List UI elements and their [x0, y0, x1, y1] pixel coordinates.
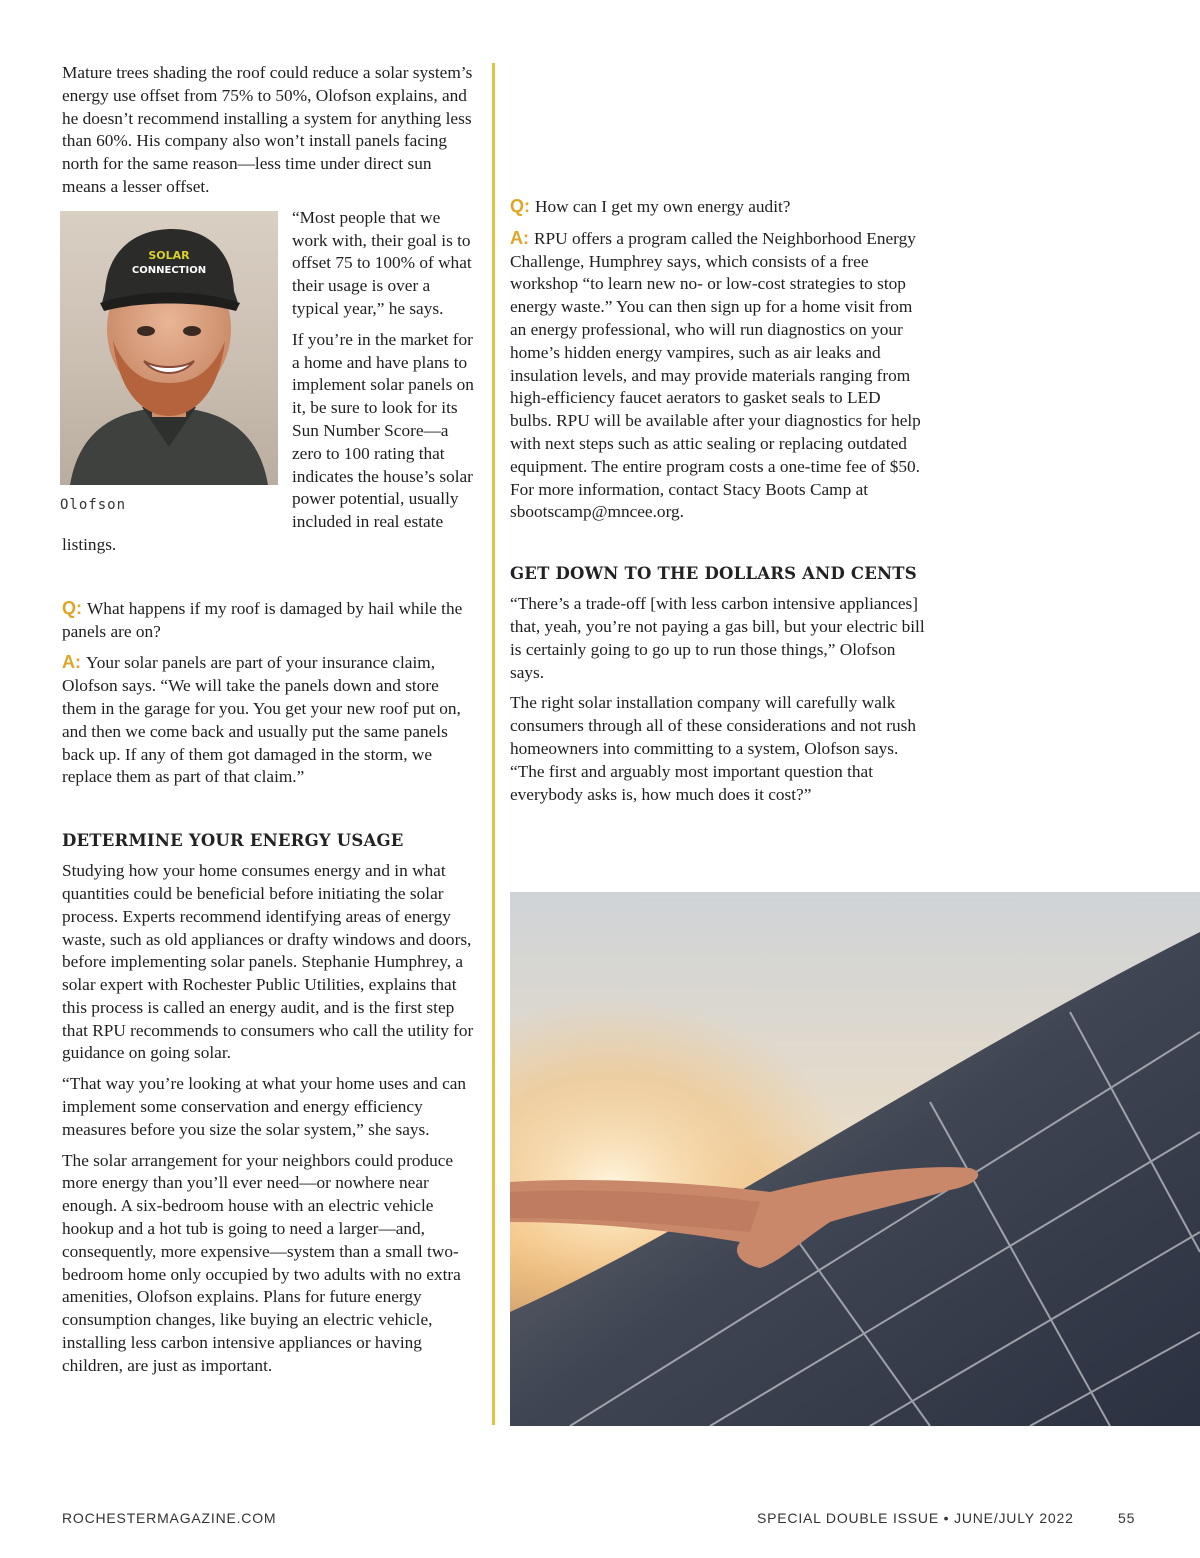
question-marker: Q: [510, 196, 530, 216]
hat-logo-text-top: SOLAR [148, 248, 190, 262]
paragraph-studying-energy: Studying how your home consumes energy and in what quantities could be beneficial before initiating the solar process. Experts recommend identifying areas of energy waste, such as old appliances or drafty windows and doors, before implementing solar panels. Stephanie Humphrey, a solar expert with Rochester Public Utilities, explains that this process is called an energy audit, and is the first step that RPU recommends to consumers who call the utility for guidance on going solar. [62, 861, 474, 1063]
left-column [62, 62, 477, 1386]
photo-caption: Olofson [60, 496, 127, 513]
question-audit [510, 195, 925, 219]
question-hail [62, 597, 477, 644]
page-number: 55 [1118, 1510, 1136, 1526]
hat-logo-text: CONNECTION [131, 264, 207, 276]
answer-audit-text: RPU offers a program called the Neighborhood Energy Challenge, Humphrey says, which consists of a free workshop “to learn new no- or low-cost strategies to stop energy waste.” You can then sign up for a home visit from an energy professional, who will run diagnostics on your home’s hidden energy vampires, such as air leaks and insulation levels, and may provide materials ranging from high-efficiency faucet aerators to gasket seals to LED bulbs. RPU will be available after your diagnostics for help with next steps such as attic sealing or replacing outdated equipment. The entire program costs a one-time fee of $50. For more information, contact Stacy Boots Camp at sbootscamp@mncee.org. [510, 228, 921, 522]
question-marker: Q: [62, 597, 82, 618]
answer-marker: A: [510, 227, 529, 248]
answer-marker: A: [62, 652, 81, 673]
answer-hail-text: Your solar panels are part of your insurance claim, Olofson says. “We will take the panels down and store them in the garage for you. You get your new roof put on, and then we come back and usually put the same panels back up. If any of them got damaged in the storm, we replace them as part of that claim.” [62, 653, 461, 787]
column-divider [492, 63, 495, 1425]
heading-dollars-cents: GET DOWN TO THE DOLLARS AND CENTS [510, 564, 917, 584]
paragraph-humphrey-quote: “That way you’re looking at what your home uses and can implement some conservation and energy efficiency measures before you size the solar system,” she says. [62, 1074, 467, 1139]
question-audit-text: How can I get my own energy audit? [535, 197, 791, 216]
olofson-photo-block [60, 211, 278, 513]
right-column [510, 195, 925, 814]
answer-hail [62, 651, 477, 789]
paragraph-tree-shading: Mature trees shading the roof could reduce a solar system’s energy use offset from 75% to 50%, Olofson explains, and he doesn’t recommend installing a system for anything less than 60%. His company also won’t install panels facing north for the same reason—less time under direct sun means a lesser offset. [62, 63, 473, 196]
question-hail-text: What happens if my roof is damaged by hail while the panels are on? [62, 598, 463, 641]
olofson-photo [60, 211, 278, 485]
answer-audit [510, 227, 925, 524]
footer-issue: SPECIAL DOUBLE ISSUE • JUNE/JULY 2022 [757, 1510, 1074, 1526]
paragraph-trade-off: “There’s a trade-off [with less carbon intensive appliances] that, yeah, you’re not paying a gas bill, but your electric bill is certainly going to go up to run those things,” Olofson says. [510, 594, 925, 682]
footer-site: ROCHESTERMAGAZINE.COM [62, 1510, 277, 1526]
portrait-illustration [60, 211, 278, 485]
solar-panel-illustration [510, 892, 1200, 1426]
heading-energy-usage: DETERMINE YOUR ENERGY USAGE [62, 831, 404, 851]
paragraph-installation-company: The right solar installation company will carefully walk consumers through all of these considerations and not rush homeowners into committing to a system, Olofson says. “The first and arguably most important question that everybody asks is, how much does it cost?” [510, 693, 917, 804]
paragraph-goal-quote: “Most people that we work with, their goal is to offset 75 to 100% of what their usage is over a typical year,” he says. [292, 207, 472, 318]
paragraph-sun-number: If you’re in the market for a home and have plans to implement solar panels on it, be sure to look for its Sun Number Score—a zero to 100 rating that indicates the house’s solar power potential, usually included in real estate listings. [62, 329, 474, 554]
paragraph-neighbors: The solar arrangement for your neighbors could produce more energy than you’ll ever need—or nowhere near enough. A six-bedroom house with an electric vehicle hookup and a hot tub is going to need a larger—and, consequently, more expensive—system than a small two-bedroom home only occupied by two adults with no extra amenities, Olofson explains. Plans for future energy consumption changes, like buying an electric vehicle, installing less carbon intensive appliances or having children, are just as important. [62, 1150, 461, 1375]
solar-panel-photo [510, 892, 1200, 1426]
